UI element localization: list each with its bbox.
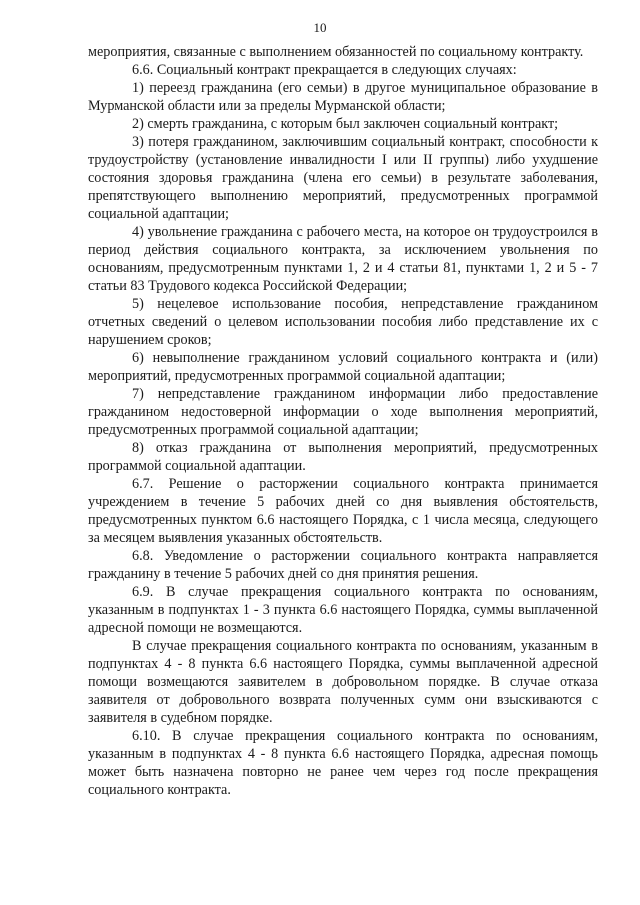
paragraph-6-6: 6.6. Социальный контракт прекращается в следующих случаях: xyxy=(132,62,517,78)
list-item-3: 3) потеря гражданином, заключившим социальный контракт, способности к трудоустройству (установление инвалидности I или II группы) либо ухудшение состояния здоровья гражданина (члена его семьи) в результате заболевания, препятствующего выполнению мероприятий, предусмотренных программой социальной адаптации; xyxy=(88,134,598,222)
list-item-4: 4) увольнение гражданина с рабочего места, на которое он трудоустроился в период действия социального контракта, за исключением увольнения по основаниям, предусмотренным пунктами 1, 2 и 4 статьи 81, пунктами 1, 2 и 5 - 7 статьи 83 Трудового кодекса Российской Федерации; xyxy=(88,224,598,294)
paragraph-6-9-continued: В случае прекращения социального контракта по основаниям, указанным в подпунктах 4 - 8 пункта 6.6 настоящего Порядка, суммы выплаченной адресной помощи возмещаются заявителем в добровольном порядке. В случае отказа заявителя от добровольного возврата полученных сумм они взыскиваются с заявителя в судебном порядке. xyxy=(88,638,598,726)
paragraph-6-8: 6.8. Уведомление о расторжении социального контракта направляется гражданину в течение 5 рабочих дней со дня принятия решения. xyxy=(88,548,598,582)
page-number: 10 xyxy=(313,20,327,35)
list-item-2: 2) смерть гражданина, с которым был заключен социальный контракт; xyxy=(132,116,559,132)
list-item-8: 8) отказ гражданина от выполнения мероприятий, предусмотренных программой социальной адаптации. xyxy=(88,440,598,474)
document-body xyxy=(88,43,598,799)
list-item-7: 7) непредставление гражданином информации либо предоставление гражданином недостоверной информации о ходе выполнения мероприятий, предусмотренных программой социальной адаптации; xyxy=(88,386,598,438)
list-item-1: 1) переезд гражданина (его семьи) в другое муниципальное образование в Мурманской области или за пределы Мурманской области; xyxy=(88,80,598,114)
list-item-5: 5) нецелевое использование пособия, непредставление гражданином отчетных сведений о целевом использовании пособия либо представление их с нарушением сроков; xyxy=(88,296,598,348)
list-item-6: 6) невыполнение гражданином условий социального контракта и (или) мероприятий, предусмотренных программой социальной адаптации; xyxy=(88,350,598,384)
paragraph-continuation: мероприятия, связанные с выполнением обязанностей по социальному контракту. xyxy=(88,44,584,60)
paragraph-6-7: 6.7. Решение о расторжении социального контракта принимается учреждением в течение 5 рабочих дней со дня выявления обстоятельств, предусмотренных пунктом 6.6 настоящего Порядка, с 1 числа месяца, следующего за месяцем выявления указанных обстоятельств. xyxy=(88,476,598,546)
paragraph-6-9: 6.9. В случае прекращения социального контракта по основаниям, указанным в подпунктах 1 - 3 пункта 6.6 настоящего Порядка, суммы выплаченной адресной помощи не возмещаются. xyxy=(88,584,598,636)
paragraph-6-10: 6.10. В случае прекращения социального контракта по основаниям, указанным в подпунктах 4 - 8 пункта 6.6 настоящего Порядка, адресная помощь может быть назначена повторно не ранее чем через год после прекращения социального контракта. xyxy=(88,728,598,798)
